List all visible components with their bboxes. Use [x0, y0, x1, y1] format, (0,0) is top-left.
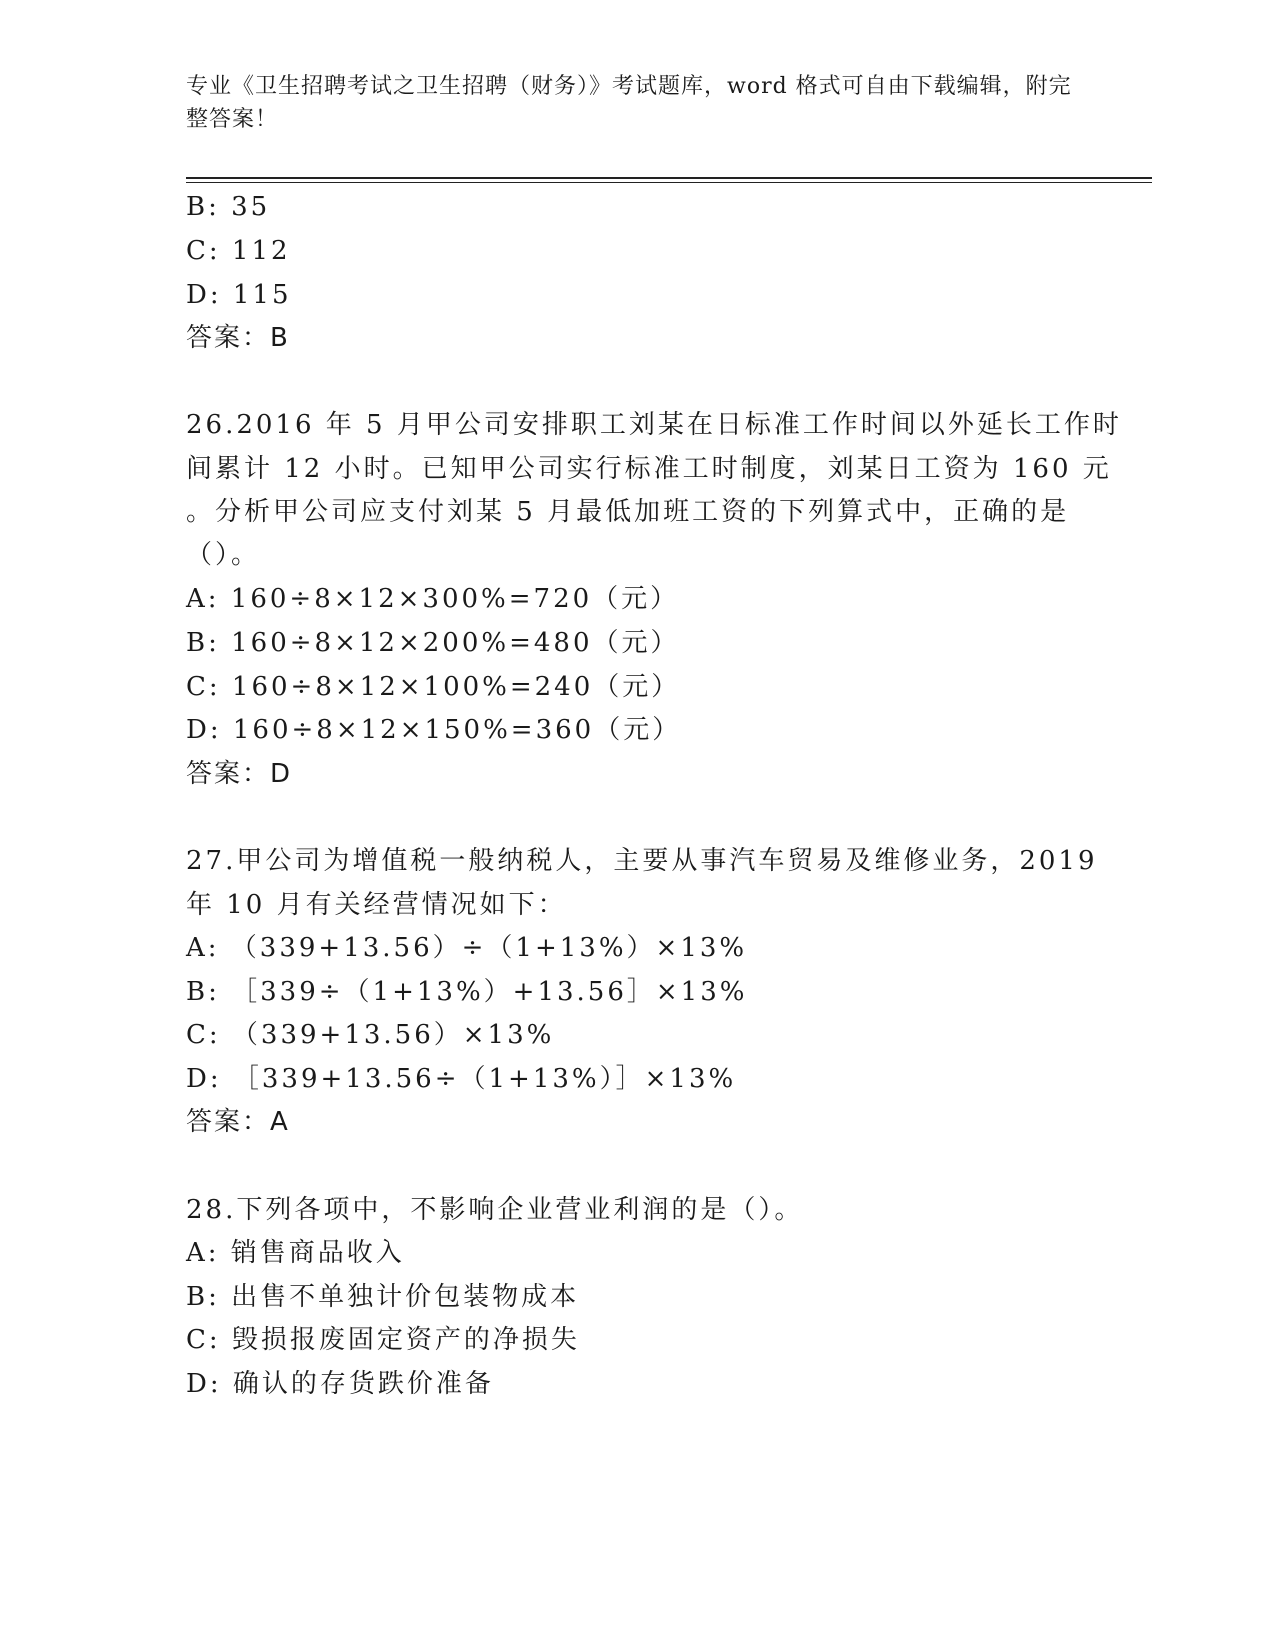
q27-answer: 答案：A — [186, 1107, 290, 1137]
q26-option-b: B: 160÷8×12×200%=480（元） — [186, 628, 680, 658]
q28-option-d: D: 确认的存货跌价准备 — [186, 1369, 494, 1399]
document-header — [186, 70, 1086, 136]
q28-option-c: C: 毁损报废固定资产的净损失 — [186, 1325, 580, 1355]
q26-answer: 答案：D — [186, 759, 293, 789]
q26-option-a: A: 160÷8×12×300%=720（元） — [186, 584, 680, 614]
q28-stem-line-1: 28.下列各项中，不影响企业营业利润的是（）。 — [186, 1195, 804, 1225]
header-rule-thin — [186, 182, 1152, 183]
q25-answer: 答案：B — [186, 323, 290, 353]
q26-stem-line-1: 26.2016 年 5 月甲公司安排职工刘某在日标准工作时间以外延长工作时 — [186, 410, 1122, 440]
q27-stem-line-2: 年 10 月有关经营情况如下： — [186, 890, 567, 920]
q26-stem-line-3: 。分析甲公司应支付刘某 5 月最低加班工资的下列算式中，正确的是 — [186, 497, 1070, 527]
q26-stem-line-4: （）。 — [186, 540, 261, 570]
q28-option-a: A: 销售商品收入 — [186, 1238, 405, 1268]
header-text: 专业《卫生招聘考试之卫生招聘（财务）》考试题库，word 格式可自由下载编辑，附完整答案！ — [186, 74, 1072, 132]
q27-option-d: D: ［339+13.56÷（1+13%）］×13% — [186, 1064, 737, 1094]
q26-stem-line-2: 间累计 12 小时。已知甲公司实行标准工时制度，刘某日工资为 160 元 — [186, 454, 1112, 484]
q27-option-b: B: ［339÷（1+13%）+13.56］×13% — [186, 977, 748, 1007]
q27-stem-line-1: 27.甲公司为增值税一般纳税人，主要从事汽车贸易及维修业务，2019 — [186, 846, 1098, 876]
q27-option-c: C: （339+13.56）×13% — [186, 1020, 555, 1050]
q28-option-b: B: 出售不单独计价包装物成本 — [186, 1282, 580, 1312]
header-rule-thick — [186, 177, 1152, 179]
q25-option-d: D: 115 — [186, 280, 292, 310]
q26-option-c: C: 160÷8×12×100%=240（元） — [186, 672, 681, 702]
q26-option-d: D: 160÷8×12×150%=360（元） — [186, 715, 682, 745]
q25-option-c: C: 112 — [186, 236, 291, 266]
q27-option-a: A: （339+13.56）÷（1+13%）×13% — [186, 933, 748, 963]
q25-option-b: B: 35 — [186, 192, 271, 222]
